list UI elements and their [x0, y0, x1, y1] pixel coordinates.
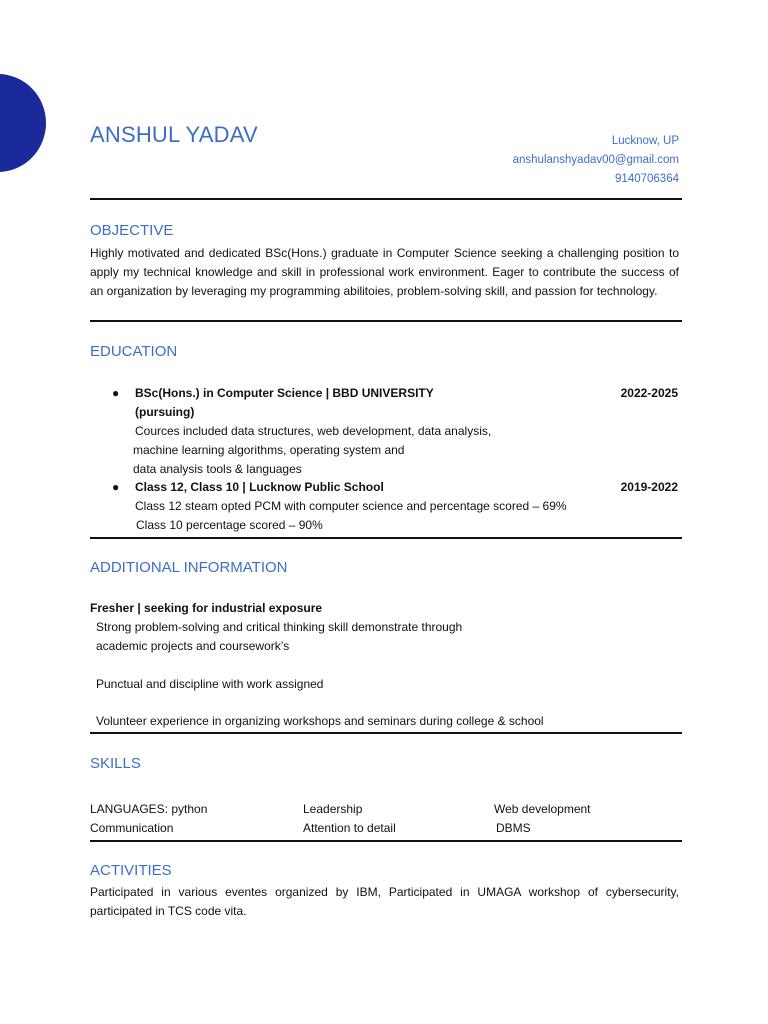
divider	[90, 537, 682, 539]
phone-text: 9140706364	[615, 173, 679, 185]
divider	[90, 320, 682, 322]
activities-text: Participated in various eventes organized by IBM, Participated in UMAGA workshop of cybersecurity, participated in TCS code vita.	[90, 885, 679, 918]
objective-heading: OBJECTIVE	[90, 222, 174, 239]
activities-heading: ACTIVITIES	[90, 862, 172, 879]
contact-block	[513, 132, 679, 189]
divider	[90, 198, 682, 200]
education-detail: Cources included data structures, web development, data analysis,	[135, 424, 492, 438]
decorative-circle	[0, 74, 46, 172]
additional-info-line: Punctual and discipline with work assigned	[96, 677, 324, 691]
additional-info-line: academic projects and coursework’s	[96, 639, 290, 653]
skill-item: Communication	[90, 821, 174, 835]
divider	[90, 840, 682, 842]
education-detail: data analysis tools & languages	[133, 462, 302, 476]
education-detail: machine learning algorithms, operating system and	[133, 443, 405, 457]
skill-item: DBMS	[496, 821, 531, 835]
education-detail: Class 10 percentage scored – 90%	[136, 518, 323, 532]
skills-heading: SKILLS	[90, 755, 141, 772]
bullet-icon: ●	[112, 386, 120, 400]
education-item	[90, 478, 682, 538]
skill-item: Leadership	[303, 802, 363, 816]
additional-info-heading: ADDITIONAL INFORMATION	[90, 559, 288, 576]
location-text: Lucknow, UP	[611, 135, 679, 147]
divider	[90, 732, 682, 734]
skill-item: Web development	[494, 802, 591, 816]
education-detail: Class 12 steam opted PCM with computer science and percentage scored – 69%	[135, 499, 567, 513]
candidate-name: ANSHUL YADAV	[90, 122, 258, 147]
education-years: 2022-2025	[620, 386, 678, 400]
additional-info-line: Strong problem-solving and critical thinking skill demonstrate through	[96, 620, 463, 634]
education-status: (pursuing)	[135, 405, 195, 419]
education-years: 2019-2022	[620, 480, 678, 494]
bullet-icon: ●	[112, 480, 120, 494]
email-link[interactable]: anshulanshyadav00@gmail.com	[512, 154, 679, 166]
skill-item: Attention to detail	[303, 821, 396, 835]
skill-item: LANGUAGES: python	[90, 802, 208, 816]
education-title: Class 12, Class 10 | Lucknow Public School	[135, 480, 384, 494]
objective-text: Highly motivated and dedicated BSc(Hons.) graduate in Computer Science seeking a challenging position to apply my technical knowledge and skill in professional work environment. Eager to contribute the success of an organization by leveraging my programming abilitoies, problem-solving skill, and passion for technology.	[90, 246, 679, 298]
education-heading: EDUCATION	[90, 343, 178, 360]
additional-info-title: Fresher | seeking for industrial exposure	[90, 601, 323, 615]
education-title: BSc(Hons.) in Computer Science | BBD UNIVERSITY	[135, 386, 434, 400]
additional-info-line: Volunteer experience in organizing workshops and seminars during college & school	[96, 714, 544, 728]
